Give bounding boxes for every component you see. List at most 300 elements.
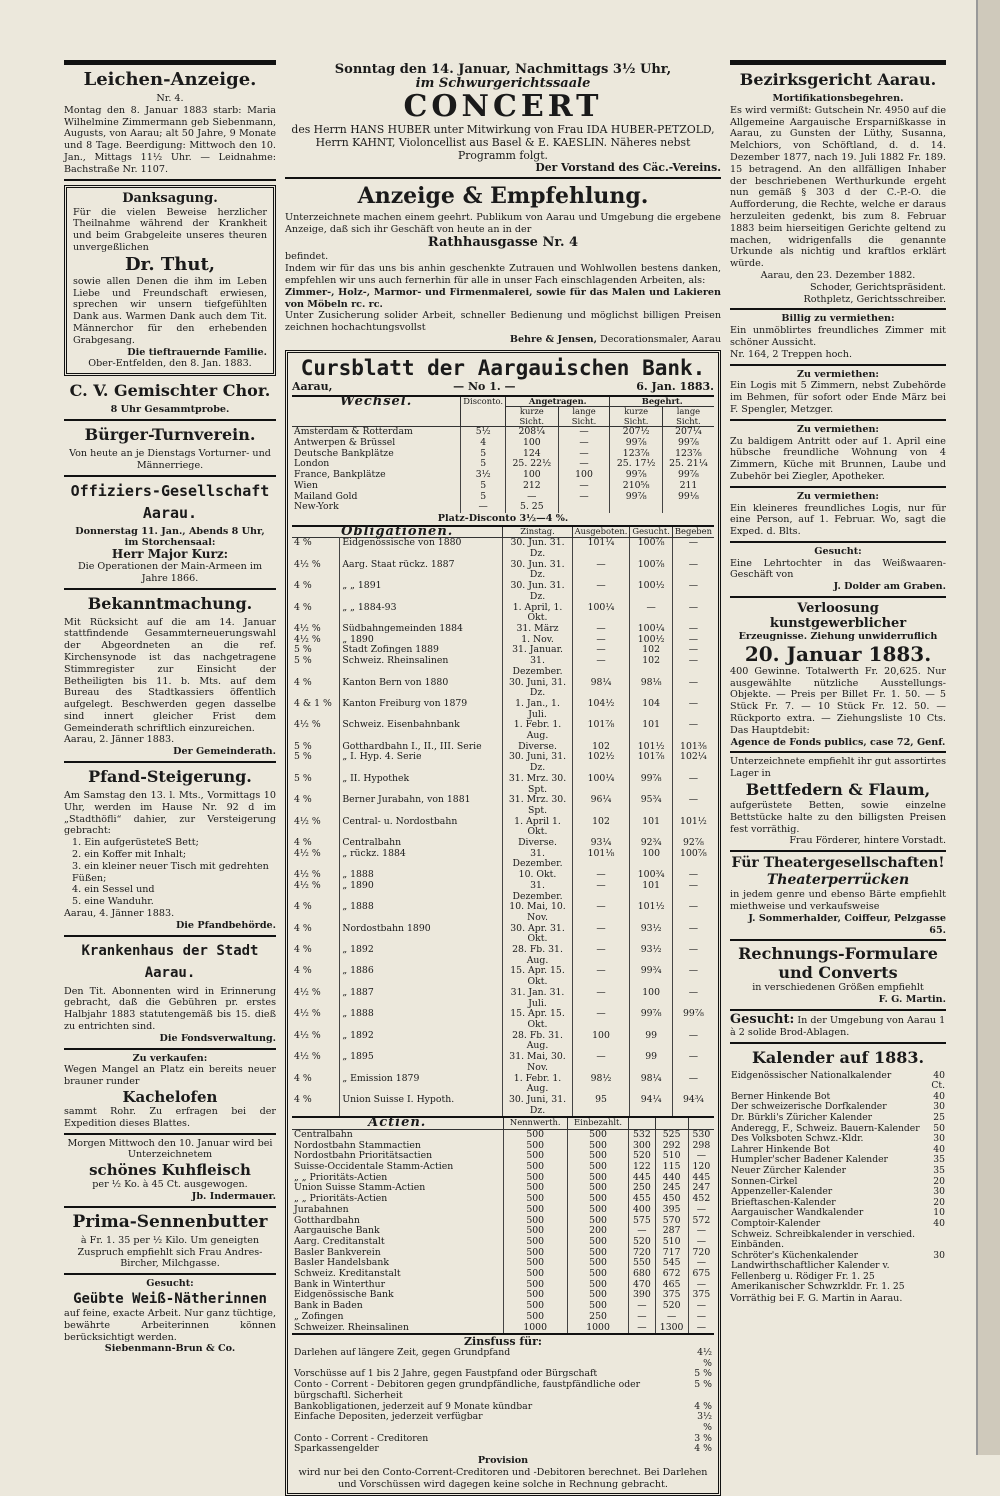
oblig-row-cell: 101⅛ (572, 849, 630, 870)
wechsel-table (292, 393, 714, 513)
actien-row-cell: 500 (567, 1258, 628, 1269)
oblig-row-cell: 4½ % (294, 719, 321, 731)
oblig-row (292, 678, 714, 699)
oblig-row-cell: 4 % (294, 601, 312, 613)
zins-row-cell: 3½ % (697, 1411, 712, 1433)
rule (285, 177, 721, 179)
bezirk-text: Es wird vermißt: Gutschein Nr. 4950 auf die Allgemeine Aargauische Ersparnißkasse in Aarau, zu Gunsten der Lüthy, Susanna, Melchiors, von Schöftland, d. d. 14. Dezember 1877, nach 19. Juli 1882 Fr. 189. 15 betragend. An den allfälligen Inhaber der beschriebenen Werthurkunde ergeht nun gemäß § 303 d der C.-P.-O. die Aufforderung, die Rechte, welche er daraus herzuleiten gedenkt, bis zum 8. Februar 1883 beim hierseitigen Gerichte geltend zu machen, widrigenfalls die genannte Urkunde als nichtig und kraftlos erklärt würde. (730, 104, 946, 270)
kalender-row-cell: 40 (933, 1217, 945, 1229)
oblig-row-cell: — (572, 870, 630, 881)
offiz-line2: im Storchensaal: (124, 537, 216, 549)
oblig-row-cell: 4 % (294, 837, 312, 849)
oblig-row-cell: „ 1895 (340, 1052, 503, 1073)
actien-row-cell: 500 (503, 1162, 567, 1173)
actien-row-cell: 500 (567, 1280, 628, 1291)
rule (730, 939, 946, 941)
oblig-row-cell: Nordostbahn 1890 (340, 924, 503, 945)
offiz-line3: Herr Major Kurz: (111, 547, 229, 562)
pfand-item: 3. ein kleiner neuer Tisch mit gedrehten Füßen; (72, 860, 269, 884)
oblig-row-cell: 4 % (294, 1072, 312, 1084)
kranken-sign: Die Fondsverwaltung. (159, 1032, 276, 1044)
wechsel-row-cell: Wien (294, 479, 318, 491)
oblig-row-cell: „ 1887 (340, 988, 503, 1009)
actien-row-cell: Nordostbahn Prioritätsactien (294, 1150, 433, 1162)
oblig-row-cell: „ 1890 (340, 881, 503, 902)
oblig-row (292, 720, 714, 741)
wechsel-row-cell: 207½ (610, 427, 662, 438)
actien-head-einb: Einbezahlt. (567, 1117, 628, 1129)
verlosung-text: 400 Gewinne. Totalwerth Fr. 20,625. Nur ausgewählte nützliche Ausstellungs-Objekte. — Preis per Billet Fr. 1. 50. — 5 Stück Fr. 7. — 10 Stück Fr. 12. 50. — Rückporto extra. — Ziehungsliste 10 Cts. Das Hauptdebit: (730, 665, 946, 736)
oblig-row-cell: 4 % (294, 794, 312, 806)
verm2-title: Zu vermiethen: (797, 423, 879, 435)
oblig-row-cell: — (672, 988, 714, 1009)
bekannt-date: Aarau, 2. Jänner 1883. (64, 734, 175, 746)
actien-row-cell: „ Zofingen (294, 1310, 344, 1322)
wechsel-row-cell (662, 502, 714, 513)
oblig-row-cell: 93¼ (572, 838, 630, 849)
actien-row-cell: Schweizer. Rheinsalinen (294, 1321, 409, 1333)
leichen-title: Leichen-Anzeige. (83, 69, 257, 90)
kalender-title: Kalender auf 1883. (751, 1047, 925, 1067)
oblig-row-cell: 10. Okt. (503, 870, 572, 881)
oblig-row-cell: Kanton Bern von 1880 (340, 678, 503, 699)
wechsel-row-cell: 124 (506, 449, 559, 460)
wechsel-row-cell: Mailand Gold (294, 490, 358, 502)
oblig-row (292, 1095, 714, 1116)
oblig-row-cell: 93½ (630, 924, 672, 945)
oblig-row-cell: 101¼ (572, 538, 630, 560)
zins-row-cell: 3 % (694, 1432, 712, 1444)
actien-row-cell: 122 (629, 1162, 655, 1173)
oblig-row-cell: 100⅞ (672, 849, 714, 870)
oblig-row-cell: 30. Jun. 31. Dz. (503, 581, 572, 602)
actien-row-cell: 120 (688, 1162, 714, 1173)
wechsel-row-cell: 25. 22½ (506, 459, 559, 470)
rule (730, 751, 946, 753)
wechsel-head-ks2: kurze Sicht. (610, 407, 662, 427)
kalender-row-cell: Aargauischer Wandkalender (731, 1207, 864, 1219)
actien-row-cell: 1000 (567, 1323, 628, 1334)
bekannt-title: Bekanntmachung. (87, 593, 253, 613)
kalender-row-cell: Landwirthschaftlicher Kalender v. Fellenberg u. Rödiger Fr. 1. 25 (731, 1260, 890, 1282)
actien-row-cell: 250 (567, 1312, 628, 1323)
actien-row (292, 1129, 714, 1140)
wechsel-row-cell: — (558, 481, 610, 492)
kuh-sign: Jb. Indermauer. (191, 1191, 276, 1202)
wechsel-row-cell: 100 (506, 438, 559, 449)
oblig-heading: Obligationen. (341, 523, 454, 539)
bezirk-sign1: Schoder, Gerichtspräsident. (809, 281, 946, 293)
oblig-row-cell: 1. Nov. (503, 635, 572, 646)
oblig-row-cell: 100½ (630, 581, 672, 602)
oblig-row-cell: „ rückz. 1884 (340, 849, 503, 870)
actien-row-cell: 675 (688, 1269, 714, 1280)
actien-row-cell: 500 (503, 1269, 567, 1280)
oblig-row-cell: 95 (572, 1095, 630, 1116)
rule (64, 935, 276, 937)
kalender-row-cell: Eidgenössischer Nationalkalender (731, 1069, 892, 1081)
oblig-row-cell: 102 (630, 656, 672, 677)
actien-table (292, 1116, 714, 1333)
oblig-row-cell: 4½ % (294, 622, 321, 634)
billig-title: Billig zu vermiethen: (781, 313, 895, 325)
kalender-row-cell: 40 (933, 1143, 945, 1155)
oblig-row-cell: 99⅞ (630, 774, 672, 795)
kalender-row (730, 1230, 946, 1251)
theater-sign: J. Sommerhalder, Coiffeur, Pelzgasse 65. (748, 912, 946, 936)
oblig-row-cell: — (672, 624, 714, 635)
oblig-row-cell: 4 % (294, 1093, 312, 1105)
wechsel-row-cell: 4 (461, 438, 506, 449)
kalender-row-cell: 30 (933, 1101, 945, 1113)
oblig-row-cell: 99 (630, 1031, 672, 1052)
actien-row-cell: 500 (567, 1141, 628, 1152)
wechsel-row-cell: 99⅞ (610, 438, 662, 449)
oblig-row-cell: „ 1892 (340, 945, 503, 966)
actien-row-cell: 545 (655, 1258, 688, 1269)
actien-row-cell: 500 (503, 1151, 567, 1162)
actien-row-cell: 395 (655, 1205, 688, 1216)
oblig-row-cell: 1. Febr. 1. Aug. (503, 1074, 572, 1095)
rule (64, 179, 276, 181)
actien-row-cell: — (688, 1301, 714, 1312)
actien-row-cell: 717 (655, 1248, 688, 1259)
actien-row-cell: Gotthardbahn (294, 1214, 360, 1226)
oblig-row (292, 924, 714, 945)
oblig-row-cell: — (572, 560, 630, 581)
actien-row-cell: 500 (503, 1280, 567, 1291)
oblig-row-cell: 99⅞ (672, 1009, 714, 1030)
oblig-head-aus: Ausgeboten. (572, 527, 630, 538)
actien-row-cell: 500 (567, 1290, 628, 1301)
leichen-text: Montag den 8. Januar 1883 starb: Maria Wilhelmine Zimmermann geb Siebenmann, Augusts, von Aarau; alt 50 Jahre, 9 Monate und 8 Tage. Beerdigung: Mittwoch den 10. Jan., Mittags 11½ Uhr. — Leidnahme: Bachstraße Nr. 1107. (64, 104, 276, 175)
verm1-text: Ein Logis mit 5 Zimmern, nebst Zubehörde im Behmen, für sofort oder Ende März bei F. Spengler, Metzger. (730, 380, 946, 415)
wechsel-row-cell: 99⅞ (662, 470, 714, 481)
oblig-row-cell: — (572, 581, 630, 602)
wechsel-row-cell: Amsterdam & Rotterdam (294, 426, 413, 438)
oblig-row-cell: 4 % (294, 676, 312, 688)
oblig-row-cell: 101½ (630, 902, 672, 923)
oblig-row-cell: 4½ % (294, 1029, 321, 1041)
wechsel-row-cell: 5 (461, 481, 506, 492)
pfand-item: 2. ein Koffer mit Inhalt; (72, 849, 187, 861)
actien-row-cell: 500 (503, 1258, 567, 1269)
brod-title: Gesucht: (730, 1012, 795, 1028)
oblig-row-cell: 5 % (294, 655, 312, 667)
kalender-row-cell: Des Volksboten Schwz.-Kldr. (731, 1133, 864, 1145)
wechsel-row-cell: 123⅞ (662, 449, 714, 460)
concert-sign: Der Vorstand des Cäc.-Vereins. (535, 161, 721, 174)
oblig-row-cell: — (572, 924, 630, 945)
oblig-row-cell: 98¼ (630, 1074, 672, 1095)
actien-row-cell: — (688, 1151, 714, 1162)
oblig-row-cell: 101½ (630, 742, 672, 753)
wechsel-row-cell: 211 (662, 481, 714, 492)
kalender-row (730, 1282, 946, 1293)
actien-row-cell: — (629, 1301, 655, 1312)
oblig-row-cell: 101⅞ (630, 752, 672, 773)
rule (730, 364, 946, 366)
kalender-row-cell: Sonnen-Cirkel (731, 1175, 798, 1187)
actien-row-cell: 500 (567, 1205, 628, 1216)
oblig-row-cell: 15. Apr. 15. Okt. (503, 1009, 572, 1030)
oblig-row-cell: Centralbahn (340, 838, 503, 849)
kalender-row-cell: Humpler'scher Badener Kalender (731, 1154, 888, 1166)
kalender-row-cell (924, 1282, 946, 1293)
actien-row-cell: 440 (655, 1173, 688, 1184)
oblig-row-cell: Diverse. (503, 742, 572, 753)
anzeige-text1: Unterzeichnete machen einem geehrt. Publikum von Aarau und Umgebung die ergebene Anzeige, daß sich ihr Geschäft von heute an in der (285, 211, 721, 235)
oblig-row-cell: — (630, 603, 672, 624)
billig-text: Ein unmöblirtes freundliches Zimmer mit schöner Aussicht. (730, 325, 946, 348)
wechsel-row-cell: 5 (461, 492, 506, 503)
oblig-row-cell: „ II. Hypothek (340, 774, 503, 795)
oblig-row-cell: 101 (630, 720, 672, 741)
actien-row-cell: „ „ Prioritäts-Actien (294, 1171, 388, 1183)
actien-row-cell: 500 (503, 1194, 567, 1205)
actien-row-cell: 452 (688, 1194, 714, 1205)
actien-row-cell: 680 (629, 1269, 655, 1280)
wechsel-head-ls2: lange Sicht. (662, 407, 714, 427)
oblig-row-cell: 28. Fb. 31. Aug. (503, 945, 572, 966)
oblig-row-cell: 4½ % (294, 1008, 321, 1020)
oblig-row-cell: — (672, 603, 714, 624)
actien-row-cell: 292 (655, 1141, 688, 1152)
oblig-row (292, 1031, 714, 1052)
oblig-row-cell: Berner Jurabahn, von 1881 (340, 795, 503, 816)
zins-row-cell: Darlehen auf längere Zeit, gegen Grundpfand (294, 1347, 511, 1359)
anzeige-text4: Unter Zusicherung solider Arbeit, schneller Bedienung und möglichst billigen Preisen zeichnen hochachtungsvollst (285, 310, 721, 334)
oblig-row-cell: — (672, 1052, 714, 1073)
oblig-row-cell: 10. Mai, 10. Nov. (503, 902, 572, 923)
cursblatt-date: 6. Jan. 1883. (636, 379, 714, 393)
cv-title: C. V. Gemischter Chor. (69, 381, 271, 401)
oblig-row-cell: 5 % (294, 751, 312, 763)
actien-row-cell: 672 (655, 1269, 688, 1280)
kalender-row-cell: 50 (933, 1122, 945, 1134)
oblig-row-cell: — (672, 699, 714, 720)
actien-row-cell: 500 (503, 1237, 567, 1248)
actien-row-cell: 520 (655, 1301, 688, 1312)
wechsel-row-cell (558, 502, 610, 513)
kalender-row-cell: 20 (933, 1175, 945, 1187)
oblig-row-cell: 102 (572, 817, 630, 838)
rule (730, 308, 946, 310)
actien-row-cell: 500 (567, 1183, 628, 1194)
oblig-row-cell: Diverse. (503, 838, 572, 849)
oblig-row-cell: 98½ (572, 1074, 630, 1095)
rule (64, 419, 276, 421)
oblig-head-ges: Gesucht. (630, 527, 672, 538)
kranken-text: Den Tit. Abonnenten wird in Erinnerung gebracht, daß die Gebühren pr. erstes Halbjahr 1883 statutengemäß bis 15. dieß zu entrichten sind. (64, 985, 276, 1033)
oblig-row (292, 817, 714, 838)
oblig-row (292, 581, 714, 602)
oblig-row-cell: 101 (630, 817, 672, 838)
wechsel-row-cell: — (558, 438, 610, 449)
kalender-row-cell (924, 1230, 946, 1251)
oblig-row-cell: 31. Jan. 31. Juli. (503, 988, 572, 1009)
wechsel-row-cell: Antwerpen & Brüssel (294, 437, 396, 449)
wechsel-row (292, 492, 714, 503)
oblig-row-cell: — (572, 902, 630, 923)
actien-row-cell: Suisse-Occidentale Stamm-Actien (294, 1161, 454, 1173)
right-column (730, 58, 946, 1305)
actien-row-cell: 298 (688, 1141, 714, 1152)
oblig-row-cell: Stadt Zofingen 1889 (340, 645, 503, 656)
oblig-row (292, 988, 714, 1009)
wechsel-row-cell: 99⅞ (610, 470, 662, 481)
zins-row (292, 1348, 714, 1369)
kalender-row-cell: Neuer Zürcher Kalender (731, 1164, 846, 1176)
actien-row-cell: — (655, 1312, 688, 1323)
rule (730, 1042, 946, 1044)
betten-title: Bettfedern & Flaum, (745, 780, 931, 800)
oblig-row-cell: — (572, 645, 630, 656)
oblig-row-cell: — (672, 1031, 714, 1052)
actien-row-cell: — (688, 1226, 714, 1237)
wechsel-head-ks: kurze Sicht. (506, 407, 559, 427)
rule (64, 1133, 276, 1135)
kalender-row-cell: 25 (933, 1111, 945, 1123)
oblig-row (292, 538, 714, 560)
actien-row (292, 1205, 714, 1216)
oblig-row-cell: — (672, 656, 714, 677)
oblig-row-cell: 4 % (294, 901, 312, 913)
wechsel-head-begehrt: Begehrt. (610, 397, 714, 407)
actien-row-cell: 375 (655, 1290, 688, 1301)
oblig-row-cell: 5 % (294, 772, 312, 784)
oblig-row-cell: „ 1892 (340, 1031, 503, 1052)
actien-row-cell: 530 (688, 1129, 714, 1140)
kalender-row (730, 1261, 946, 1282)
wechsel-row-cell: — (558, 427, 610, 438)
actien-row-cell: 465 (655, 1280, 688, 1291)
oblig-row (292, 881, 714, 902)
oblig-row-cell: 30. Juni, 31. Dz. (503, 1095, 572, 1116)
brod-text: In der Umgebung von Aarau 1 à 2 solide Brod-Ablagen. (730, 1015, 946, 1038)
kalender-row-cell: Schweiz. Schreibkalender in verschied. Einbänden. (731, 1228, 916, 1251)
middle-column (285, 58, 721, 1496)
actien-row-cell: 500 (567, 1162, 628, 1173)
anzeige-address: Rathhausgasse Nr. 4 (427, 235, 579, 251)
oblig-row-cell: — (672, 966, 714, 987)
oblig-row-cell: „ 1886 (340, 966, 503, 987)
bekannt-sign: Der Gemeinderath. (173, 746, 276, 758)
oblig-row-cell: 4½ % (294, 558, 321, 570)
dank-title: Danksagung. (122, 190, 218, 206)
actien-row-cell: 520 (629, 1237, 655, 1248)
bezirk-sign2: Rothpletz, Gerichtsschreiber. (803, 293, 946, 305)
anzeige-text3: Indem wir für das uns bis anhin geschenkte Zutrauen und Wohlwollen bestens danken, empfehlen wir uns auch fernerhin für alle in unser Fach einschlagenden Arbeiten, als: (285, 263, 721, 286)
actien-row-cell: 390 (629, 1290, 655, 1301)
oblig-row-cell: 101½ (672, 817, 714, 838)
wechsel-row-cell: 3½ (461, 470, 506, 481)
rule (730, 419, 946, 421)
oblig-row-cell: Union Suisse I. Hypoth. (340, 1095, 503, 1116)
oblig-row-cell: 4 % (294, 965, 312, 977)
oblig-row-cell: „ 1890 (340, 635, 503, 646)
actien-row-cell: — (688, 1258, 714, 1269)
oblig-row-cell: 96¼ (572, 795, 630, 816)
oblig-row-cell: 92⅞ (672, 838, 714, 849)
pfand-date: Aarau, 4. Jänner 1883. (64, 908, 175, 920)
verkauf-text: Wegen Mangel an Platz ein bereits neuer brauner runder (64, 1064, 276, 1088)
actien-row (292, 1301, 714, 1312)
rule (64, 475, 276, 477)
leichen-nr: Nr. 4. (156, 93, 184, 104)
oblig-head-zinstag: Zinstag. (503, 527, 572, 538)
oblig-row-cell: 100¼ (630, 624, 672, 635)
cursblatt-title: Cursblatt der Aargauischen Bank. (300, 355, 706, 380)
actien-row-cell: 450 (655, 1194, 688, 1205)
actien-row-cell: 500 (503, 1312, 567, 1323)
lehr-text: Eine Lehrtochter in das Weißwaaren-Geschäft von (730, 557, 946, 581)
actien-row-cell: — (629, 1323, 655, 1334)
oblig-row-cell: 31. Mai, 30. Nov. (503, 1052, 572, 1073)
actien-row-cell: 500 (503, 1129, 567, 1140)
oblig-row-cell: 102 (630, 645, 672, 656)
rule (64, 1206, 276, 1208)
oblig-row-cell: 98¼ (572, 678, 630, 699)
kalender-row-cell: Appenzeller-Kalender (731, 1186, 833, 1198)
anzeige-sign: Behre & Jensen, (509, 333, 597, 345)
zins-row-cell: 5 % (694, 1368, 712, 1380)
cv-text: 8 Uhr Gesammtprobe. (110, 404, 230, 416)
wechsel-row-cell: New-York (294, 501, 339, 513)
wechsel-head-ls: lange Sicht. (558, 407, 610, 427)
rule (64, 1273, 276, 1275)
oblig-row-cell: Schweiz. Rheinsalinen (340, 656, 503, 677)
actien-row-cell: Bank in Baden (294, 1300, 363, 1312)
wechsel-row-cell: 212 (506, 481, 559, 492)
concert-title: CONCERT (403, 89, 603, 124)
bekannt-text: Mit Rücksicht auf die am 14. Januar stattfindende Gesammterneuerungswahl der Abgeordneten an die ref. Kirchensynode ist das nachgetragene Stimmregister zur Einsicht der Betheiligten bis 11. b. Mts. auf dem Bureau des Stadtkassiers öffentlich aufgelegt. Beschwerden gegen dasselbe sind innert gleicher Frist dem Gemeinderath schriftlich einzureichen. (64, 616, 276, 734)
oblig-row-cell: 5 % (294, 740, 312, 752)
oblig-row-cell: 94¼ (630, 1095, 672, 1116)
oblig-row-cell: 100¾ (630, 870, 672, 881)
actien-row-cell: 287 (655, 1226, 688, 1237)
kalender-row-cell: Amerikanischer Schwzrkldr. Fr. 1. 25 (731, 1281, 905, 1293)
oblig-row-cell: 4½ % (294, 1051, 321, 1063)
provision-text: wird nur bei den Conto-Corrent-Creditoren und -Debitoren berechnet. Bei Darlehen und Vorschüssen wird dagegen keine solche in Rechnung gebracht. (298, 1466, 708, 1490)
kalender-row (730, 1113, 946, 1124)
oblig-row-cell: 101 (630, 881, 672, 902)
actien-row-cell: 200 (567, 1226, 628, 1237)
rechnung-text: in verschiedenen Größen empfiehlt (752, 982, 924, 994)
offiz-text: Die Operationen der Main-Armeen im Jahre 1866. (77, 560, 263, 584)
wechsel-head-angetragen: Angetragen. (506, 397, 610, 407)
billig-addr: Nr. 164, 2 Treppen hoch. (730, 348, 852, 360)
actien-row-cell: 500 (567, 1129, 628, 1140)
cursblatt (285, 350, 721, 1496)
oblig-row-cell: 28. Fb. 31. Aug. (503, 1031, 572, 1052)
actien-row-cell: 720 (629, 1248, 655, 1259)
oblig-row-cell: 4½ % (294, 815, 321, 827)
zins-row-cell: Bankobligationen, jederzeit auf 9 Monate kündbar (294, 1400, 533, 1412)
kalender-row-cell: 30 (933, 1186, 945, 1198)
oblig-row-cell: — (672, 795, 714, 816)
oblig-row (292, 849, 714, 870)
actien-row-cell: 500 (503, 1205, 567, 1216)
kalender-row (730, 1166, 946, 1177)
actien-row-cell: 532 (629, 1129, 655, 1140)
oblig-row-cell: 100 (572, 1031, 630, 1052)
kalender-row-cell: Berner Hinkende Bot (731, 1090, 831, 1102)
oblig-row-cell: 93½ (630, 945, 672, 966)
rule (730, 596, 946, 598)
kuh-line1: Morgen Mittwoch den 10. Januar wird bei Unterzeichnetem (67, 1137, 273, 1161)
kalender-row-cell: Schröter's Küchenkalender (731, 1249, 859, 1261)
